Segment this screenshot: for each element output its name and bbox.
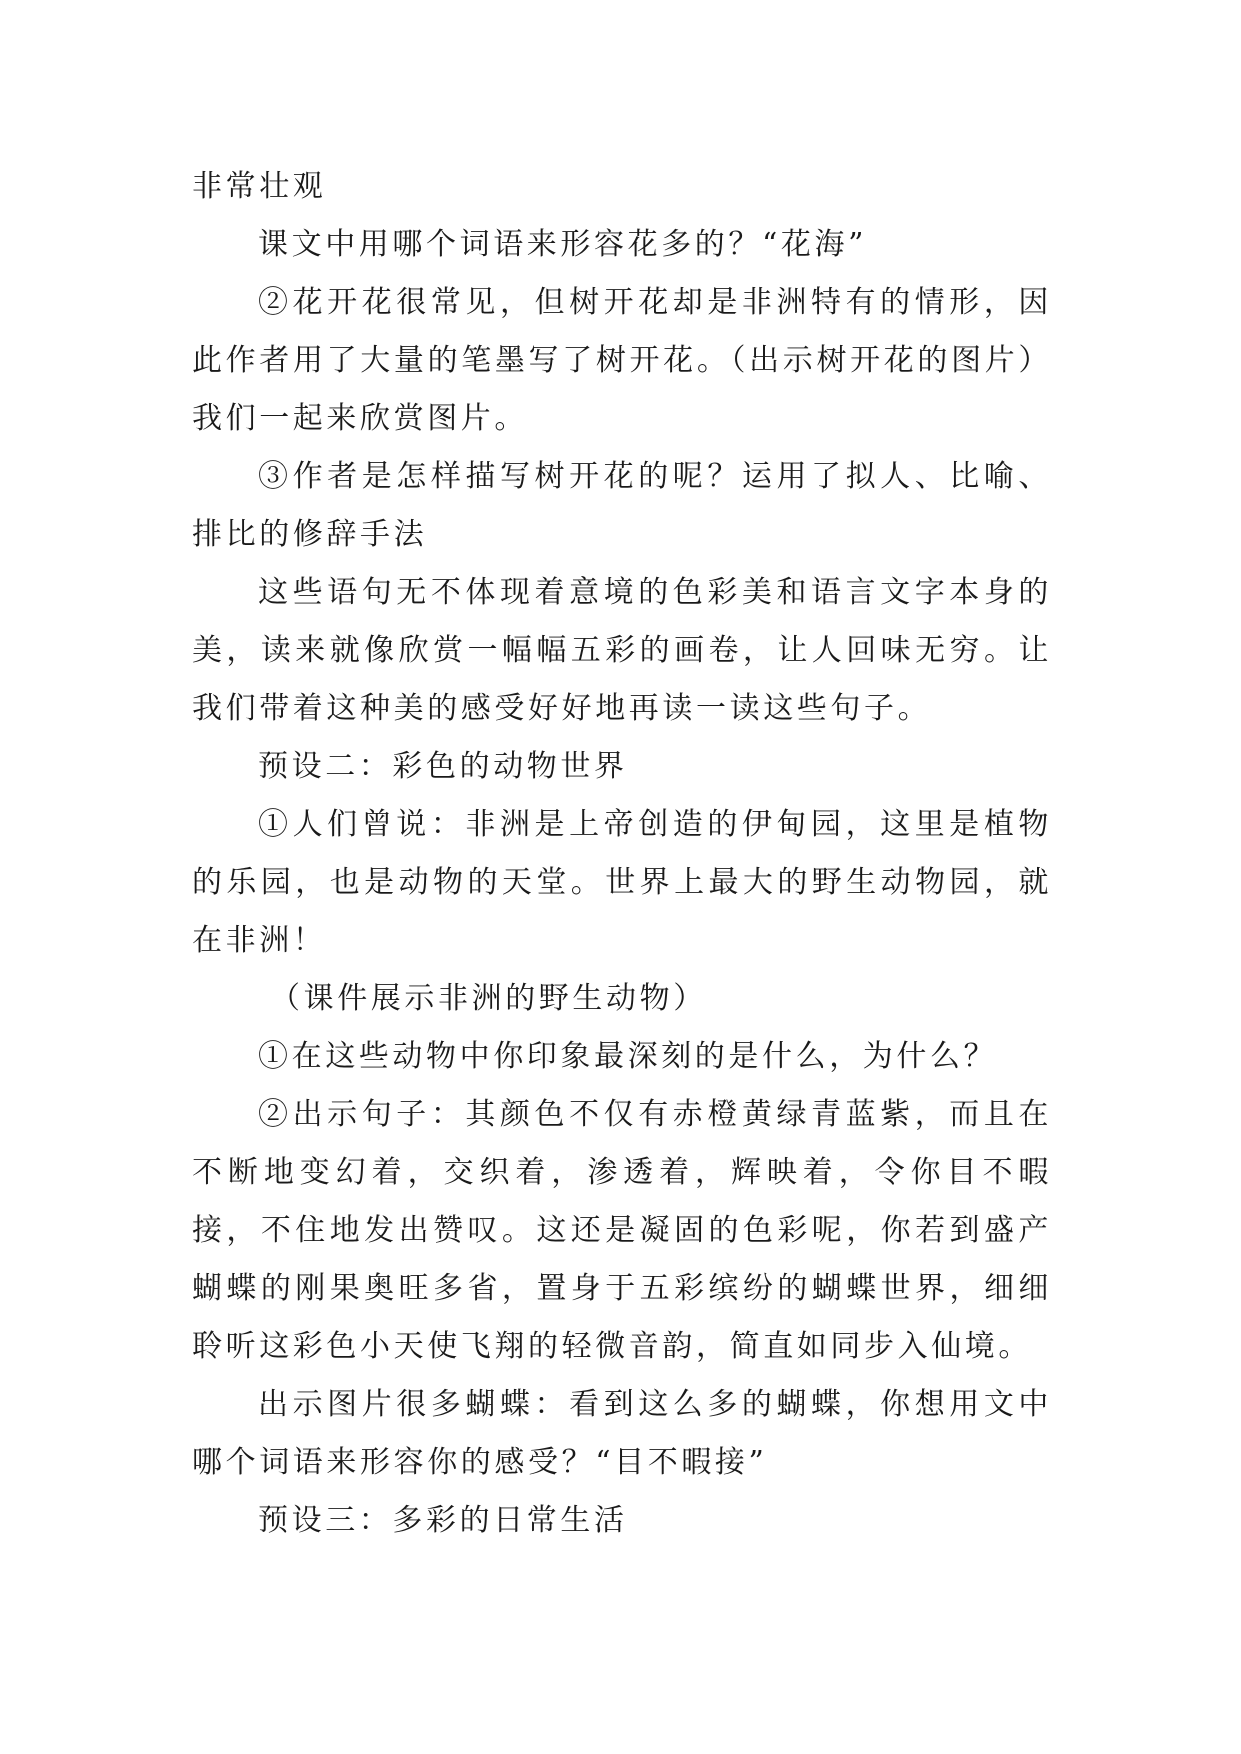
paragraph-9: ①在这些动物中你印象最深刻的是什么，为什么？ xyxy=(258,1039,998,1074)
paragraph-10: ②出示句子：其颜色不仅有赤橙黄绿青蓝紫，而且在不断地变幻着，交织着，渗透着，辉映着，令你目不暇接，不住地发出赞叹。这还是凝固的色彩呢，你若到盛产蝴蝶的刚果奥旺多省，置身于五彩缤纷的蝴蝶世界，细细聆听这彩色小天使飞翔的轻微音韵，简直如同步入仙境。 xyxy=(192,1097,1052,1364)
paragraph-4: ③作者是怎样描写树开花的呢？运用了拟人、比喻、排比的修辞手法 xyxy=(192,459,1052,552)
paragraph-2: 课文中用哪个词语来形容花多的？“花海” xyxy=(258,227,868,262)
document-page xyxy=(192,158,1052,1550)
paragraph-3: ②花开花很常见，但树开花却是非洲特有的情形，因此作者用了大量的笔墨写了树开花。（出示树开花的图片）我们一起来欣赏图片。 xyxy=(192,285,1052,436)
paragraph-5: 这些语句无不体现着意境的色彩美和语言文字本身的美，读来就像欣赏一幅幅五彩的画卷，让人回味无穷。让我们带着这种美的感受好好地再读一读这些句子。 xyxy=(192,575,1052,726)
section-heading-2: 预设二：彩色的动物世界 xyxy=(258,749,628,784)
paragraph-7: ①人们曾说：非洲是上帝创造的伊甸园，这里是植物的乐园，也是动物的天堂。世界上最大的野生动物园，就在非洲！ xyxy=(192,807,1052,958)
section-heading-3: 预设三：多彩的日常生活 xyxy=(258,1503,628,1538)
paragraph-1: 非常壮观 xyxy=(192,169,327,204)
paragraph-11: 出示图片很多蝴蝶：看到这么多的蝴蝶，你想用文中哪个词语来形容你的感受？“目不暇接” xyxy=(192,1387,1052,1480)
paragraph-8: （课件展示非洲的野生动物） xyxy=(270,981,707,1016)
